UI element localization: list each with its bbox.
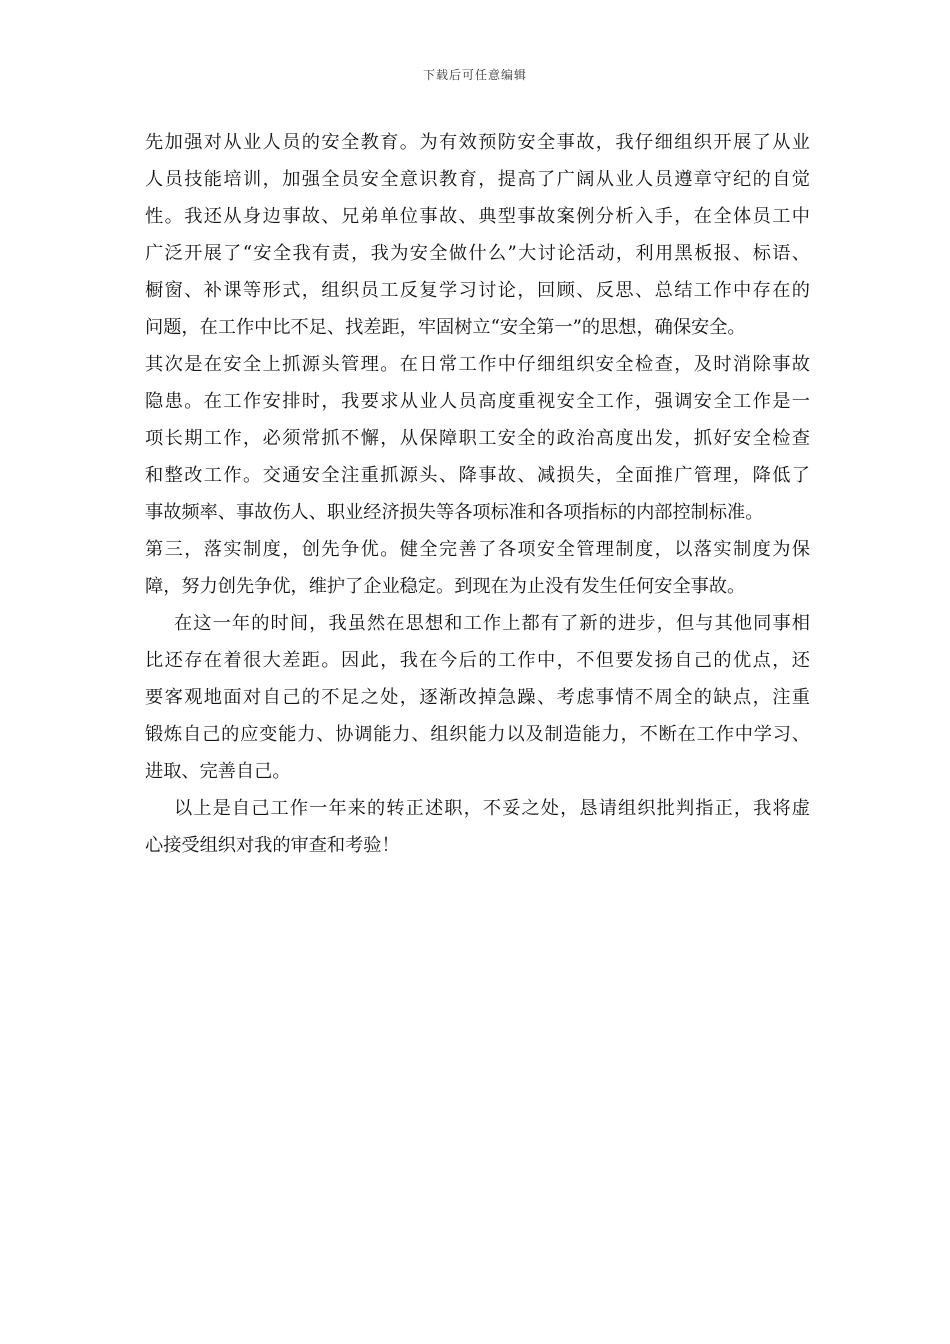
paragraph	[145, 531, 810, 605]
paragraph	[145, 790, 810, 864]
text-line: 人员技能培训，加强全员安全意识教育，提高了广阔从业人员遵章守纪的自觉	[145, 169, 810, 190]
text-line: 问题，在工作中比不足、找差距，牢固树立“安全第一”的思想，确保安全。	[145, 317, 746, 338]
text-line: 性。我还从身边事故、兄弟单位事故、典型事故案例分析入手，在全体员工中	[145, 206, 810, 227]
text-line: 要客观地面对自己的不足之处，逐渐改掉急躁、考虑事情不周全的缺点，注重	[145, 687, 810, 708]
text-line: 以上是自己工作一年来的转正述职，不妥之处，恳请组织批判指正，我将虚	[174, 798, 810, 819]
text-line: 隐患。在工作安排时，我要求从业人员高度重视安全工作，强调安全工作是一	[145, 391, 810, 412]
text-line: 在这一年的时间，我虽然在思想和工作上都有了新的进步，但与其他同事相	[174, 613, 810, 634]
text-line: 广泛开展了“安全我有责，我为安全做什么”大讨论活动，利用黑板报、标语、	[145, 243, 810, 264]
text-line: 比还存在着很大差距。因此，我在今后的工作中，不但要发扬自己的优点，还	[145, 650, 810, 671]
text-line: 事故频率、事故伤人、职业经济损失等各项标准和各项指标的内部控制标准。	[145, 502, 764, 523]
document-body	[145, 124, 810, 864]
text-line: 其次是在安全上抓源头管理。在日常工作中仔细组织安全检查，及时消除事故	[145, 354, 810, 375]
paragraph	[145, 346, 810, 531]
text-line: 橱窗、补课等形式，组织员工反复学习讨论，回顾、反思、总结工作中存在的	[145, 280, 810, 301]
text-line: 和整改工作。交通安全注重抓源头、降事故、减损失，全面推广管理，降低了	[145, 465, 810, 486]
paragraph	[145, 605, 810, 790]
text-line: 障，努力创先争优，维护了企业稳定。到现在为止没有发生任何安全事故。	[145, 576, 746, 597]
page-header: 下载后可任意编辑	[422, 68, 527, 82]
text-line: 项长期工作，必须常抓不懈，从保障职工安全的政治高度出发，抓好安全检查	[145, 428, 810, 449]
text-line: 心接受组织对我的审查和考验！	[145, 835, 400, 856]
paragraph	[145, 124, 810, 346]
text-line: 进取、完善自己。	[145, 761, 291, 782]
text-line: 锻炼自己的应变能力、协调能力、组织能力以及制造能力，不断在工作中学习、	[145, 724, 810, 745]
text-line: 第三，落实制度，创先争优。健全完善了各项安全管理制度，以落实制度为保	[145, 539, 810, 560]
text-line: 先加强对从业人员的安全教育。为有效预防安全事故，我仔细组织开展了从业	[145, 132, 810, 153]
